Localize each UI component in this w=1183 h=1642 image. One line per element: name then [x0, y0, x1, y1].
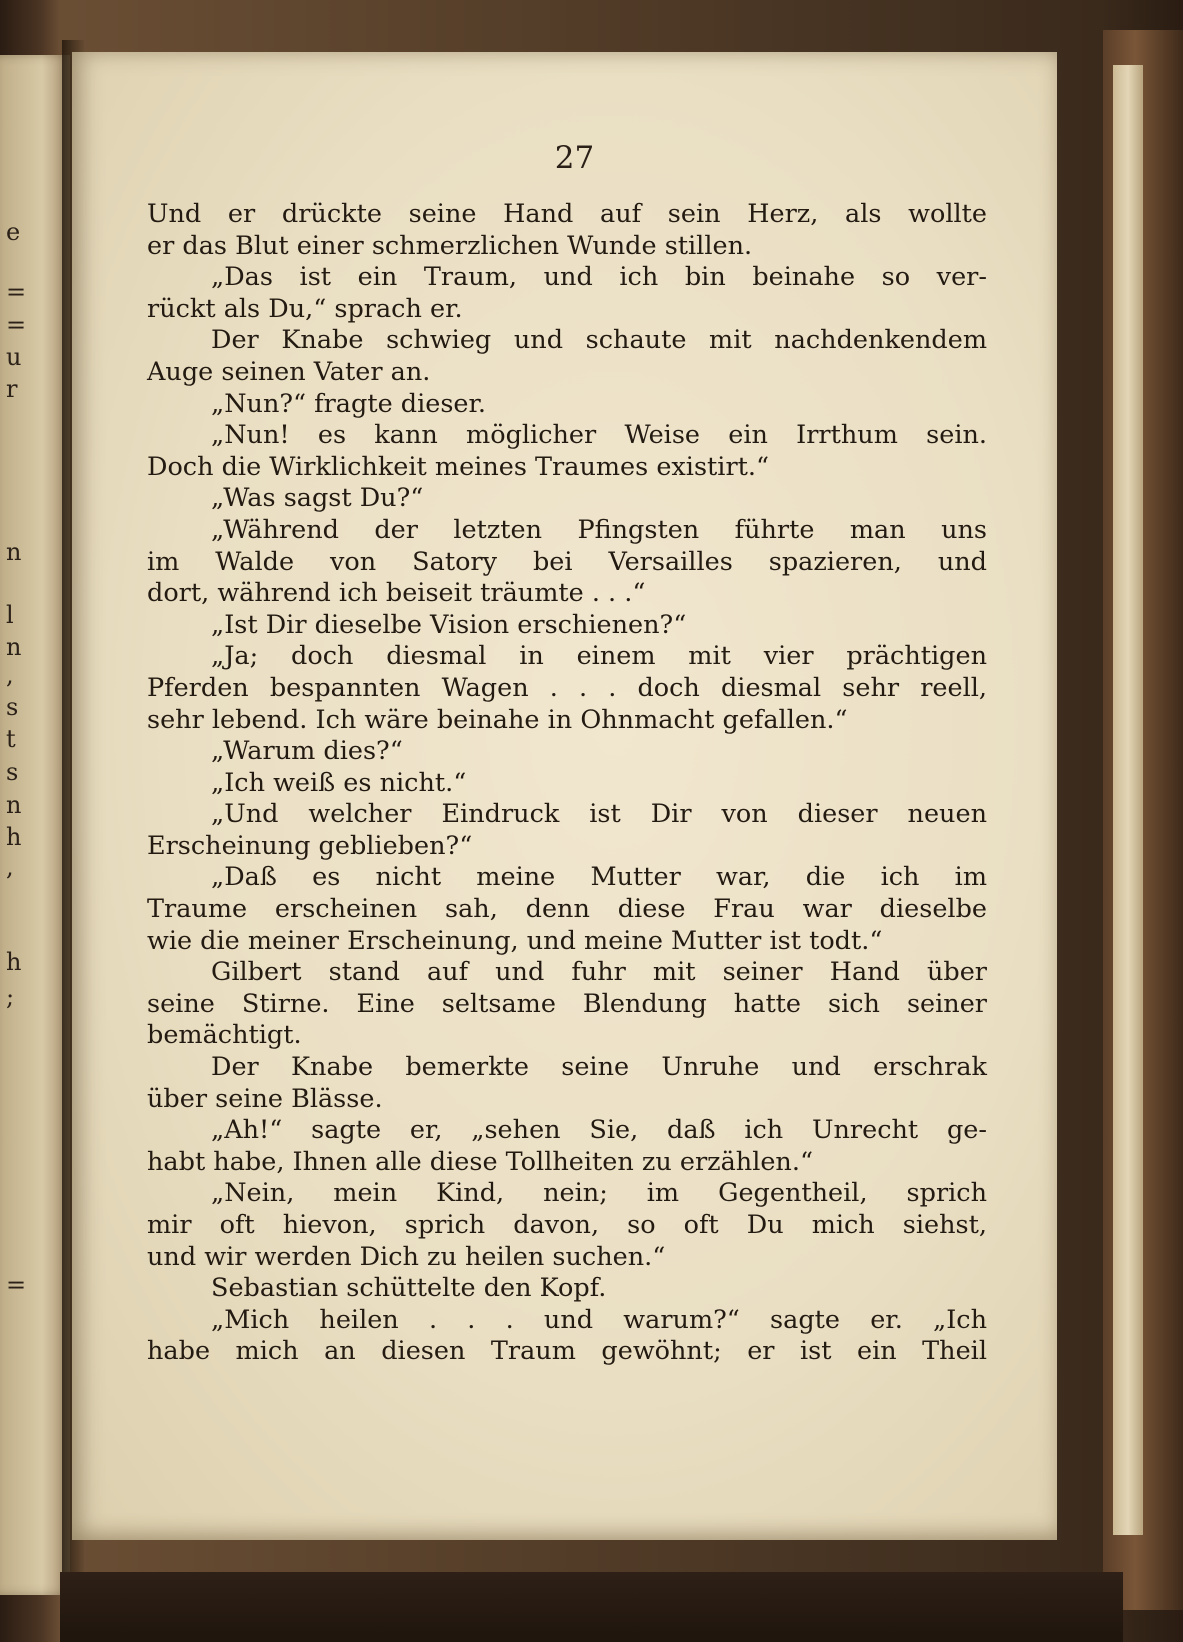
text-line: „Ich weiß es nicht.“	[211, 767, 467, 798]
facing-page-fragment: ;	[6, 983, 15, 1011]
text-line: „Das ist ein Traum, und ich bin beinahe so ver-	[211, 262, 987, 293]
text-line: „Was sagst Du?“	[211, 483, 424, 514]
text-line: „Ja; doch diesmal in einem mit vier prächtigen	[211, 641, 987, 672]
facing-page-fragment: n	[6, 633, 22, 661]
facing-page-fragment: ,	[6, 661, 14, 689]
text-line: Pferden bespannten Wagen . . . doch diesmal sehr reell,	[147, 672, 987, 703]
facing-page-fragment: =	[6, 278, 27, 306]
text-line: „Während der letzten Pfingsten führte man uns	[211, 514, 987, 545]
text-line: „Mich heilen . . . und warum?“ sagte er. „Ich	[211, 1304, 987, 1335]
text-line: wie die meiner Erscheinung, und meine Mutter ist todt.“	[147, 925, 883, 956]
facing-page-fragment: =	[6, 1271, 27, 1299]
facing-page-fragment: h	[6, 948, 22, 976]
facing-page-fragment: n	[6, 538, 22, 566]
page-number: 27	[554, 140, 595, 176]
text-line: dort, während ich beiseit träumte . . .“	[147, 578, 646, 609]
facing-page-fragment: n	[6, 791, 22, 819]
book-bottom-edge	[60, 1572, 1123, 1642]
text-line: habe mich an diesen Traum gewöhnt; er ist ein Theil	[147, 1336, 987, 1367]
page-stack-edge	[1113, 65, 1143, 1535]
text-line: „Nun?“ fragte dieser.	[211, 388, 487, 419]
book-page	[72, 52, 1057, 1540]
text-line: Traume erscheinen sah, denn diese Frau war dieselbe	[147, 894, 987, 925]
text-line: er das Blut einer schmerzlichen Wunde stillen.	[147, 230, 753, 261]
text-line: Gilbert stand auf und fuhr mit seiner Hand über	[211, 957, 987, 988]
text-line: im Walde von Satory bei Versailles spazieren, und	[147, 546, 987, 577]
text-line: „Nun! es kann möglicher Weise ein Irrthum sein.	[211, 420, 987, 451]
facing-page-fragment: e	[6, 218, 21, 246]
facing-page-fragment: r	[6, 375, 18, 403]
facing-page-fragment: t	[6, 725, 16, 753]
text-line: Doch die Wirklichkeit meines Traumes existirt.“	[147, 451, 770, 482]
facing-page-fragment: s	[6, 758, 19, 786]
text-line: „Warum dies?“	[211, 736, 403, 767]
text-line: habt habe, Ihnen alle diese Tollheiten zu erzählen.“	[147, 1146, 814, 1177]
facing-page-fragment: =	[6, 311, 27, 339]
text-line: bemächtigt.	[147, 1020, 302, 1051]
page-text	[147, 199, 987, 1368]
text-line: und wir werden Dich zu heilen suchen.“	[147, 1241, 666, 1272]
facing-page-fragment: ,	[6, 853, 14, 881]
facing-page-fragment: u	[6, 343, 22, 371]
facing-page-edge	[0, 55, 70, 1595]
text-line: mir oft hievon, sprich davon, so oft Du mich siehst,	[147, 1210, 987, 1240]
text-line: Der Knabe bemerkte seine Unruhe und erschrak	[211, 1052, 987, 1083]
text-line: Der Knabe schwieg und schaute mit nachdenkendem	[211, 325, 987, 356]
text-line: rückt als Du,“ sprach er.	[147, 293, 463, 324]
text-line: „Ist Dir dieselbe Vision erschienen?“	[211, 609, 687, 640]
text-line: Auge seinen Vater an.	[147, 356, 431, 387]
text-line: seine Stirne. Eine seltsame Blendung hatte sich seiner	[147, 988, 987, 1019]
facing-page-fragment: h	[6, 823, 22, 851]
text-line: „Nein, mein Kind, nein; im Gegentheil, sprich	[211, 1178, 987, 1209]
text-line: „Daß es nicht meine Mutter war, die ich im	[211, 862, 987, 893]
facing-page-fragment: s	[6, 693, 19, 721]
text-line: „Ah!“ sagte er, „sehen Sie, daß ich Unrecht ge-	[211, 1115, 987, 1146]
text-line: über seine Blässe.	[147, 1083, 383, 1114]
facing-page-fragment: l	[6, 601, 14, 629]
text-line: Sebastian schüttelte den Kopf.	[211, 1273, 607, 1304]
text-line: „Und welcher Eindruck ist Dir von dieser neuen	[211, 799, 987, 830]
text-line: sehr lebend. Ich wäre beinahe in Ohnmacht gefallen.“	[147, 704, 848, 735]
text-line: Und er drückte seine Hand auf sein Herz, als wollte	[147, 199, 987, 229]
text-line: Erscheinung geblieben?“	[147, 830, 473, 861]
